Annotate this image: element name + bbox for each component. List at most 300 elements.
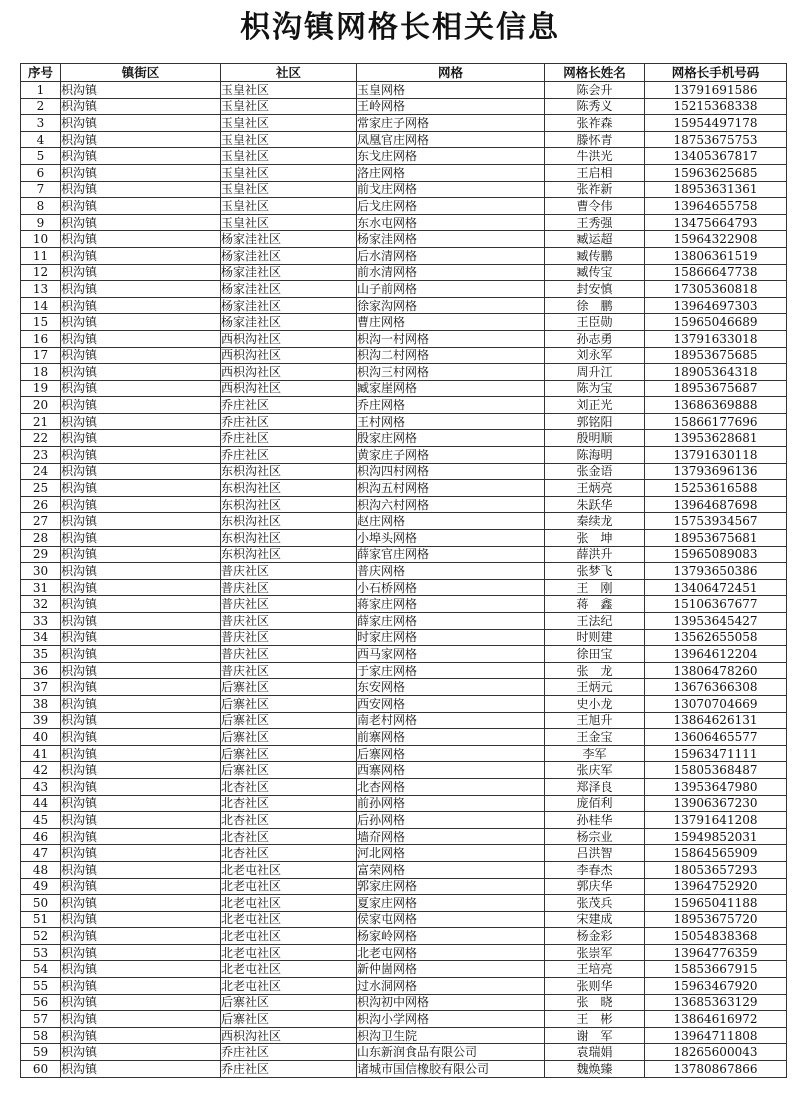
- town-cell: 枳沟镇: [61, 944, 221, 961]
- community-cell: 普庆社区: [221, 662, 357, 679]
- community-cell: 后寨社区: [221, 1011, 357, 1028]
- community-cell: 普庆社区: [221, 646, 357, 663]
- row-index: 41: [21, 745, 61, 762]
- grid-cell: 曹庄网格: [357, 314, 545, 331]
- grid-cell: 小埠头网格: [357, 530, 545, 547]
- community-cell: 乔庄社区: [221, 1061, 357, 1078]
- community-cell: 东枳沟社区: [221, 530, 357, 547]
- table-row: [21, 330, 787, 347]
- grid-cell: 西安网格: [357, 695, 545, 712]
- leader-name-cell: 王 刚: [545, 579, 645, 596]
- community-cell: 东枳沟社区: [221, 496, 357, 513]
- community-cell: 乔庄社区: [221, 413, 357, 430]
- table-row: [21, 712, 787, 729]
- grid-cell: 王岭网格: [357, 98, 545, 115]
- town-cell: 枳沟镇: [61, 795, 221, 812]
- table-row: [21, 613, 787, 630]
- grid-cell: 杨家岭网格: [357, 928, 545, 945]
- row-index: 30: [21, 563, 61, 580]
- table-row: [21, 978, 787, 995]
- row-index: 44: [21, 795, 61, 812]
- community-cell: 玉皇社区: [221, 148, 357, 165]
- grid-cell: 枳沟卫生院: [357, 1027, 545, 1044]
- table-row: [21, 281, 787, 298]
- phone-cell: 18953631361: [645, 181, 787, 198]
- table-row: [21, 131, 787, 148]
- phone-cell: 13964612204: [645, 646, 787, 663]
- phone-cell: 13685363129: [645, 994, 787, 1011]
- phone-cell: 13406472451: [645, 579, 787, 596]
- grid-cell: 夏家庄网格: [357, 895, 545, 912]
- grid-cell: 诸城市国信橡胶有限公司: [357, 1061, 545, 1078]
- table-row: [21, 513, 787, 530]
- community-cell: 玉皇社区: [221, 164, 357, 181]
- table-row: [21, 546, 787, 563]
- town-cell: 枳沟镇: [61, 463, 221, 480]
- community-cell: 后寨社区: [221, 745, 357, 762]
- leader-name-cell: 臧传鹏: [545, 247, 645, 264]
- leader-name-cell: 宋建成: [545, 911, 645, 928]
- community-cell: 北杏社区: [221, 812, 357, 829]
- row-index: 42: [21, 762, 61, 779]
- phone-cell: 18953675687: [645, 380, 787, 397]
- community-cell: 后寨社区: [221, 695, 357, 712]
- town-cell: 枳沟镇: [61, 629, 221, 646]
- grid-cell: 枳沟五村网格: [357, 480, 545, 497]
- grid-cell: 北杏网格: [357, 778, 545, 795]
- table-row: [21, 928, 787, 945]
- leader-name-cell: 魏焕臻: [545, 1061, 645, 1078]
- table-row: [21, 198, 787, 215]
- row-index: 12: [21, 264, 61, 281]
- grid-cell: 前戈庄网格: [357, 181, 545, 198]
- column-header-grid: 网格: [357, 64, 545, 82]
- leader-name-cell: 封安慎: [545, 281, 645, 298]
- table-row: [21, 480, 787, 497]
- leader-name-cell: 李军: [545, 745, 645, 762]
- grid-cell: 后寨网格: [357, 745, 545, 762]
- leader-name-cell: 王培亮: [545, 961, 645, 978]
- leader-name-cell: 李春杰: [545, 861, 645, 878]
- community-cell: 普庆社区: [221, 596, 357, 613]
- leader-name-cell: 张茂兵: [545, 895, 645, 912]
- table-row: [21, 944, 787, 961]
- town-cell: 枳沟镇: [61, 646, 221, 663]
- table-row: [21, 629, 787, 646]
- leader-name-cell: 王启相: [545, 164, 645, 181]
- phone-cell: 13475664793: [645, 214, 787, 231]
- leader-name-cell: 王炳亮: [545, 480, 645, 497]
- grid-cell: 前孙网格: [357, 795, 545, 812]
- phone-cell: 18953675720: [645, 911, 787, 928]
- leader-name-cell: 牛洪光: [545, 148, 645, 165]
- phone-cell: 15964322908: [645, 231, 787, 248]
- town-cell: 枳沟镇: [61, 729, 221, 746]
- phone-cell: 13791691586: [645, 82, 787, 99]
- table-row: [21, 1044, 787, 1061]
- table-row: [21, 563, 787, 580]
- grid-cell: 臧家崖网格: [357, 380, 545, 397]
- leader-name-cell: 王旭升: [545, 712, 645, 729]
- leader-name-cell: 秦续龙: [545, 513, 645, 530]
- phone-cell: 13780867866: [645, 1061, 787, 1078]
- table-body: [21, 82, 787, 1078]
- row-index: 35: [21, 646, 61, 663]
- phone-cell: 13405367817: [645, 148, 787, 165]
- table-row: [21, 662, 787, 679]
- row-index: 26: [21, 496, 61, 513]
- leader-name-cell: 臧传宝: [545, 264, 645, 281]
- table-row: [21, 496, 787, 513]
- town-cell: 枳沟镇: [61, 613, 221, 630]
- grid-cell: 徐家沟网格: [357, 297, 545, 314]
- phone-cell: 15965046689: [645, 314, 787, 331]
- community-cell: 杨家洼社区: [221, 264, 357, 281]
- row-index: 3: [21, 115, 61, 132]
- row-index: 13: [21, 281, 61, 298]
- row-index: 45: [21, 812, 61, 829]
- leader-name-cell: 王 彬: [545, 1011, 645, 1028]
- phone-cell: 15864565909: [645, 845, 787, 862]
- town-cell: 枳沟镇: [61, 596, 221, 613]
- table-row: [21, 795, 787, 812]
- grid-cell: 薛家官庄网格: [357, 546, 545, 563]
- phone-cell: 13964776359: [645, 944, 787, 961]
- town-cell: 枳沟镇: [61, 928, 221, 945]
- grid-cell: 枳沟四村网格: [357, 463, 545, 480]
- grid-cell: 赵庄网格: [357, 513, 545, 530]
- leader-name-cell: 郭庆华: [545, 878, 645, 895]
- community-cell: 乔庄社区: [221, 447, 357, 464]
- community-cell: 东枳沟社区: [221, 480, 357, 497]
- row-index: 6: [21, 164, 61, 181]
- phone-cell: 18265600043: [645, 1044, 787, 1061]
- row-index: 14: [21, 297, 61, 314]
- row-index: 39: [21, 712, 61, 729]
- grid-cell: 凤凰官庄网格: [357, 131, 545, 148]
- phone-cell: 15805368487: [645, 762, 787, 779]
- phone-cell: 13964655758: [645, 198, 787, 215]
- leader-name-cell: 蒋 鑫: [545, 596, 645, 613]
- table-row: [21, 164, 787, 181]
- row-index: 16: [21, 330, 61, 347]
- leader-name-cell: 孙桂华: [545, 812, 645, 829]
- phone-cell: 13562655058: [645, 629, 787, 646]
- community-cell: 后寨社区: [221, 762, 357, 779]
- community-cell: 北老屯社区: [221, 961, 357, 978]
- table-row: [21, 1011, 787, 1028]
- grid-cell: 郭家庄网格: [357, 878, 545, 895]
- phone-cell: 13964711808: [645, 1027, 787, 1044]
- row-index: 56: [21, 994, 61, 1011]
- row-index: 53: [21, 944, 61, 961]
- town-cell: 枳沟镇: [61, 911, 221, 928]
- grid-cell: 富荣网格: [357, 861, 545, 878]
- town-cell: 枳沟镇: [61, 513, 221, 530]
- town-cell: 枳沟镇: [61, 845, 221, 862]
- leader-name-cell: 王炳元: [545, 679, 645, 696]
- row-index: 43: [21, 778, 61, 795]
- table-row: [21, 878, 787, 895]
- table-row: [21, 762, 787, 779]
- phone-cell: 15963625685: [645, 164, 787, 181]
- table-row: [21, 812, 787, 829]
- grid-cell: 薛家庄网格: [357, 613, 545, 630]
- table-row: [21, 463, 787, 480]
- grid-cell: 北老屯网格: [357, 944, 545, 961]
- row-index: 52: [21, 928, 61, 945]
- grid-cell: 侯家屯网格: [357, 911, 545, 928]
- community-cell: 东枳沟社区: [221, 513, 357, 530]
- town-cell: 枳沟镇: [61, 563, 221, 580]
- leader-name-cell: 张庆军: [545, 762, 645, 779]
- row-index: 25: [21, 480, 61, 497]
- community-cell: 北老屯社区: [221, 978, 357, 995]
- town-cell: 枳沟镇: [61, 994, 221, 1011]
- leader-name-cell: 陈为宝: [545, 380, 645, 397]
- leader-name-cell: 王金宝: [545, 729, 645, 746]
- row-index: 4: [21, 131, 61, 148]
- town-cell: 枳沟镇: [61, 861, 221, 878]
- town-cell: 枳沟镇: [61, 314, 221, 331]
- town-cell: 枳沟镇: [61, 198, 221, 215]
- community-cell: 北老屯社区: [221, 878, 357, 895]
- community-cell: 玉皇社区: [221, 214, 357, 231]
- community-cell: 普庆社区: [221, 613, 357, 630]
- leader-name-cell: 刘正光: [545, 397, 645, 414]
- community-cell: 北老屯社区: [221, 911, 357, 928]
- leader-name-cell: 袁瑞娟: [545, 1044, 645, 1061]
- town-cell: 枳沟镇: [61, 712, 221, 729]
- phone-cell: 13964687698: [645, 496, 787, 513]
- table-row: [21, 364, 787, 381]
- community-cell: 北老屯社区: [221, 928, 357, 945]
- row-index: 1: [21, 82, 61, 99]
- phone-cell: 15963471111: [645, 745, 787, 762]
- grid-cell: 南老村网格: [357, 712, 545, 729]
- table-row: [21, 181, 787, 198]
- leader-name-cell: 张梦飞: [545, 563, 645, 580]
- grid-cell: 西寨网格: [357, 762, 545, 779]
- town-cell: 枳沟镇: [61, 546, 221, 563]
- town-cell: 枳沟镇: [61, 181, 221, 198]
- community-cell: 北杏社区: [221, 778, 357, 795]
- row-index: 55: [21, 978, 61, 995]
- table-row: [21, 745, 787, 762]
- table-row: [21, 579, 787, 596]
- row-index: 31: [21, 579, 61, 596]
- grid-cell: 墙夼网格: [357, 828, 545, 845]
- community-cell: 北杏社区: [221, 828, 357, 845]
- phone-cell: 15954497178: [645, 115, 787, 132]
- grid-cell: 东安网格: [357, 679, 545, 696]
- leader-name-cell: 杨宗业: [545, 828, 645, 845]
- leader-name-cell: 张 坤: [545, 530, 645, 547]
- phone-cell: 18753675753: [645, 131, 787, 148]
- leader-name-cell: 史小龙: [545, 695, 645, 712]
- leader-name-cell: 郑泽良: [545, 778, 645, 795]
- phone-cell: 13864616972: [645, 1011, 787, 1028]
- grid-cell: 前水清网格: [357, 264, 545, 281]
- community-cell: 乔庄社区: [221, 397, 357, 414]
- community-cell: 北老屯社区: [221, 861, 357, 878]
- grid-cell: 王村网格: [357, 413, 545, 430]
- table-row: [21, 961, 787, 978]
- row-index: 27: [21, 513, 61, 530]
- town-cell: 枳沟镇: [61, 164, 221, 181]
- grid-cell: 枳沟二村网格: [357, 347, 545, 364]
- grid-cell: 过水洞网格: [357, 978, 545, 995]
- grid-cell: 枳沟六村网格: [357, 496, 545, 513]
- leader-name-cell: 张崇军: [545, 944, 645, 961]
- leader-name-cell: 王法纪: [545, 613, 645, 630]
- grid-cell: 小石桥网格: [357, 579, 545, 596]
- town-cell: 枳沟镇: [61, 297, 221, 314]
- grid-cell: 枳沟初中网格: [357, 994, 545, 1011]
- grid-cell: 枳沟一村网格: [357, 330, 545, 347]
- town-cell: 枳沟镇: [61, 745, 221, 762]
- row-index: 36: [21, 662, 61, 679]
- row-index: 33: [21, 613, 61, 630]
- community-cell: 东枳沟社区: [221, 463, 357, 480]
- leader-name-cell: 时则建: [545, 629, 645, 646]
- leader-name-cell: 陈海明: [545, 447, 645, 464]
- row-index: 19: [21, 380, 61, 397]
- town-cell: 枳沟镇: [61, 1011, 221, 1028]
- phone-cell: 15106367677: [645, 596, 787, 613]
- row-index: 10: [21, 231, 61, 248]
- leader-name-cell: 周升江: [545, 364, 645, 381]
- phone-cell: 15215368338: [645, 98, 787, 115]
- phone-cell: 15965041188: [645, 895, 787, 912]
- grid-cell: 河北网格: [357, 845, 545, 862]
- row-index: 49: [21, 878, 61, 895]
- town-cell: 枳沟镇: [61, 762, 221, 779]
- grid-cell: 殷家庄网格: [357, 430, 545, 447]
- table-row: [21, 413, 787, 430]
- grid-cell: 黄家庄子网格: [357, 447, 545, 464]
- phone-cell: 18053657293: [645, 861, 787, 878]
- grid-cell: 常家庄子网格: [357, 115, 545, 132]
- community-cell: 西枳沟社区: [221, 330, 357, 347]
- community-cell: 东枳沟社区: [221, 546, 357, 563]
- row-index: 29: [21, 546, 61, 563]
- row-index: 23: [21, 447, 61, 464]
- grid-cell: 时家庄网格: [357, 629, 545, 646]
- table-row: [21, 347, 787, 364]
- phone-cell: 15965089083: [645, 546, 787, 563]
- leader-name-cell: 吕洪智: [545, 845, 645, 862]
- community-cell: 北老屯社区: [221, 944, 357, 961]
- phone-cell: 13806478260: [645, 662, 787, 679]
- table-row: [21, 397, 787, 414]
- grid-cell: 枳沟三村网格: [357, 364, 545, 381]
- leader-name-cell: 王秀强: [545, 214, 645, 231]
- row-index: 8: [21, 198, 61, 215]
- table-row: [21, 447, 787, 464]
- phone-cell: 13953645427: [645, 613, 787, 630]
- phone-cell: 13676366308: [645, 679, 787, 696]
- town-cell: 枳沟镇: [61, 115, 221, 132]
- grid-cell: 于家庄网格: [357, 662, 545, 679]
- leader-name-cell: 曹令伟: [545, 198, 645, 215]
- phone-cell: 13906367230: [645, 795, 787, 812]
- row-index: 46: [21, 828, 61, 845]
- table-row: [21, 530, 787, 547]
- town-cell: 枳沟镇: [61, 347, 221, 364]
- table-row: [21, 1061, 787, 1078]
- community-cell: 玉皇社区: [221, 82, 357, 99]
- grid-cell: 枳沟小学网格: [357, 1011, 545, 1028]
- leader-name-cell: 孙志勇: [545, 330, 645, 347]
- phone-cell: 15949852031: [645, 828, 787, 845]
- community-cell: 后寨社区: [221, 712, 357, 729]
- town-cell: 枳沟镇: [61, 1061, 221, 1078]
- table-row: [21, 845, 787, 862]
- grid-cell: 乔庄网格: [357, 397, 545, 414]
- phone-cell: 13686369888: [645, 397, 787, 414]
- town-cell: 枳沟镇: [61, 778, 221, 795]
- community-cell: 乔庄社区: [221, 430, 357, 447]
- phone-cell: 15753934567: [645, 513, 787, 530]
- community-cell: 杨家洼社区: [221, 247, 357, 264]
- row-index: 24: [21, 463, 61, 480]
- community-cell: 后寨社区: [221, 994, 357, 1011]
- community-cell: 玉皇社区: [221, 115, 357, 132]
- leader-name-cell: 张金语: [545, 463, 645, 480]
- community-cell: 普庆社区: [221, 563, 357, 580]
- row-index: 11: [21, 247, 61, 264]
- town-cell: 枳沟镇: [61, 895, 221, 912]
- leader-name-cell: 张 龙: [545, 662, 645, 679]
- town-cell: 枳沟镇: [61, 1044, 221, 1061]
- grid-cell: 后水清网格: [357, 247, 545, 264]
- row-index: 22: [21, 430, 61, 447]
- community-cell: 普庆社区: [221, 579, 357, 596]
- phone-cell: 15866177696: [645, 413, 787, 430]
- town-cell: 枳沟镇: [61, 214, 221, 231]
- row-index: 48: [21, 861, 61, 878]
- grid-cell: 后戈庄网格: [357, 198, 545, 215]
- row-index: 17: [21, 347, 61, 364]
- leader-name-cell: 徐田宝: [545, 646, 645, 663]
- table-row: [21, 828, 787, 845]
- column-header-town: 镇街区: [61, 64, 221, 82]
- community-cell: 玉皇社区: [221, 181, 357, 198]
- community-cell: 杨家洼社区: [221, 231, 357, 248]
- grid-leader-table: [20, 63, 787, 1078]
- town-cell: 枳沟镇: [61, 148, 221, 165]
- column-header-community: 社区: [221, 64, 357, 82]
- community-cell: 玉皇社区: [221, 98, 357, 115]
- row-index: 59: [21, 1044, 61, 1061]
- leader-name-cell: 张则华: [545, 978, 645, 995]
- town-cell: 枳沟镇: [61, 812, 221, 829]
- row-index: 15: [21, 314, 61, 331]
- row-index: 5: [21, 148, 61, 165]
- table-row: [21, 994, 787, 1011]
- town-cell: 枳沟镇: [61, 330, 221, 347]
- table-row: [21, 430, 787, 447]
- town-cell: 枳沟镇: [61, 131, 221, 148]
- table-row: [21, 82, 787, 99]
- community-cell: 北老屯社区: [221, 895, 357, 912]
- column-header-leader-name: 网格长姓名: [545, 64, 645, 82]
- community-cell: 北杏社区: [221, 845, 357, 862]
- phone-cell: 17305360818: [645, 281, 787, 298]
- town-cell: 枳沟镇: [61, 978, 221, 995]
- row-index: 34: [21, 629, 61, 646]
